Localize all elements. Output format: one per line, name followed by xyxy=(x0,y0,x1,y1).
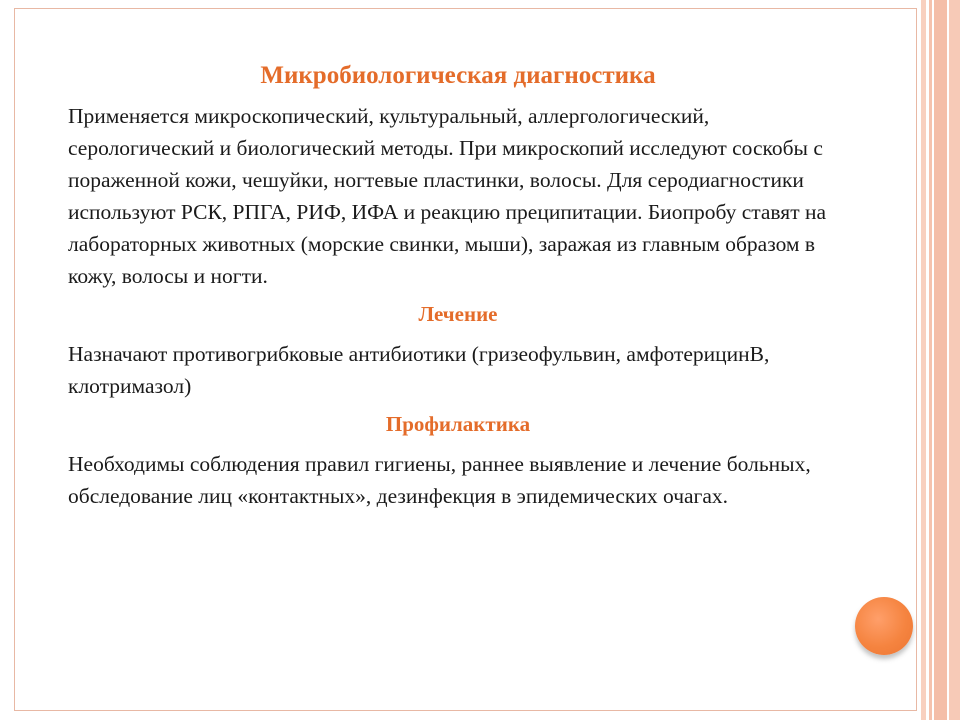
slide-content xyxy=(68,58,848,518)
decorative-stripe xyxy=(949,0,960,720)
treatment-heading: Лечение xyxy=(418,302,498,326)
decorative-circle-icon xyxy=(855,597,913,655)
prevention-paragraph: Необходимы соблюдения правил гигиены, раннее выявление и лечение больных, обследование лиц «контактных», дезинфекция в эпидемических очагах. xyxy=(68,452,811,508)
prevention-heading: Профилактика xyxy=(385,412,531,436)
decorative-stripe xyxy=(934,0,947,720)
treatment-paragraph: Назначают противогрибковые антибиотики (гризеофульвин, амфотерицинВ, клотримазол) xyxy=(68,342,770,398)
decorative-stripe xyxy=(921,0,926,720)
slide-title: Микробиологическая диагностика xyxy=(260,62,656,89)
decorative-stripe xyxy=(929,0,932,720)
diagnostics-paragraph: Применяется микроскопический, культуральный, аллергологический, серологический и биологический методы. При микроскопий исследуют соскобы с пораженной кожи, чешуйки, ногтевые пластинки, волосы. Для серодиагностики используют РСК, РПГА, РИФ, ИФА и реакцию преципитации. Биопробу ставят на лабораторных животных (морские свинки, мыши), заражая из главным образом в кожу, волосы и ногти. xyxy=(68,104,827,288)
